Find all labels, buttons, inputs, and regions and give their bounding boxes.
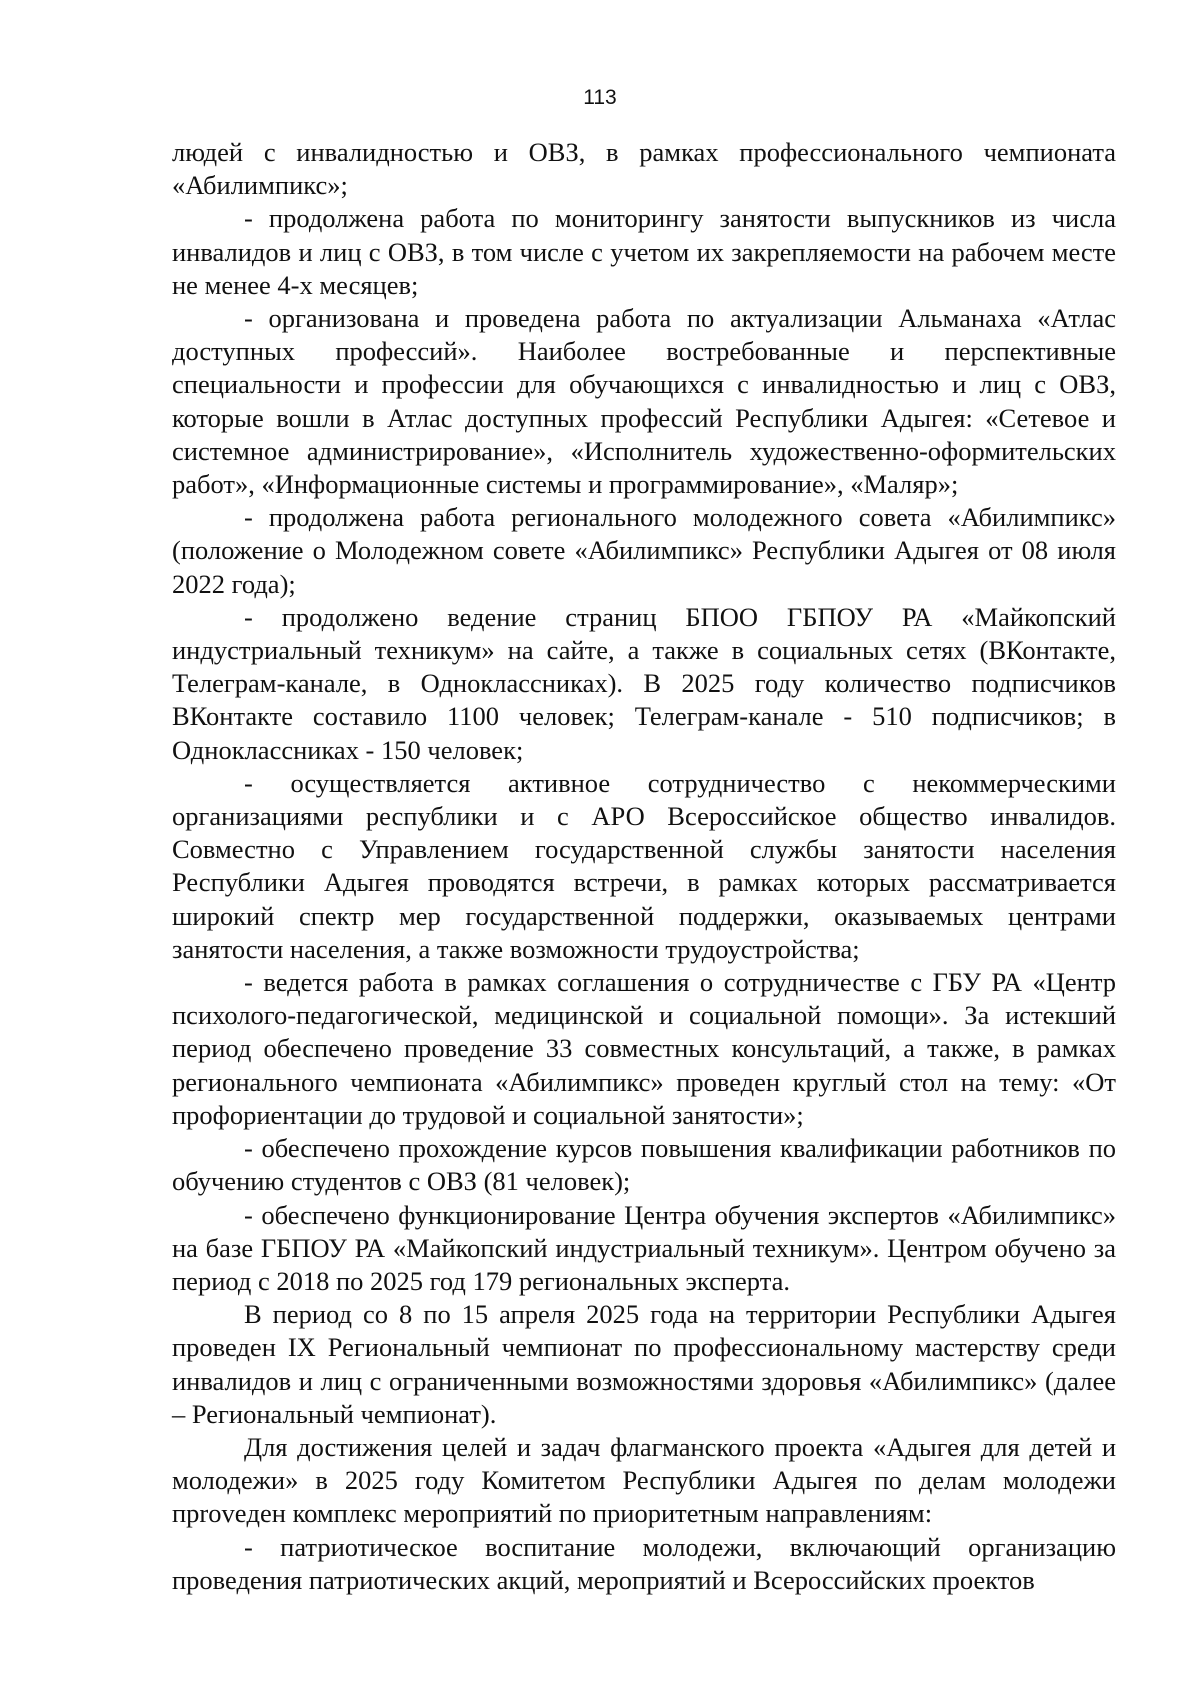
paragraph: людей с инвалидностью и ОВЗ, в рамках профессионального чемпионата «Абилимпикс»; <box>172 137 1116 201</box>
paragraph: - организована и проведена работа по актуализации Альманаха «Атлас доступных профессий». Наиболее востребованные и перспективные специальности и профессии для обучающихся с инвалидностью и лиц с ОВЗ, которые вошли в Атлас доступных профессий Республики Адыгея: «Сетевое и системное администрирование», «Исполнитель художественно-оформительских работ», «Информационные системы и программирование», «Маляр»; <box>172 303 1116 500</box>
paragraph: - продолжено ведение страниц БПОО ГБПОУ РА «Майкопский индустриальный техникум» на сайте, а также в социальных сетях (ВКонтакте, Телеграм-канале, в Одноклассниках). В 2025 году количество подписчиков ВКонтакте составило 1100 человек; Телеграм-канале - 510 подписчиков; в Одноклассниках - 150 человек; <box>172 601 1116 765</box>
paragraph: - патриотическое воспитание молодежи, включающий организацию проведения патриотических акций, мероприятий и Всероссийских проектов <box>172 1531 1116 1595</box>
paragraph: - осуществляется активное сотрудничество с некоммерческими организациями республики и с АРО Всероссийское общество инвалидов. Совместно с Управлением государственной службы занятости населения Республики Адыгея проводятся встречи, в рамках которых рассматривается широкий спектр мер государственной поддержки, оказываемых центрами занятости населения, а также возможности трудоустройства; <box>172 767 1116 964</box>
page-number: 113 <box>583 86 617 109</box>
paragraph: - продолжена работа по мониторингу занятости выпускников из числа инвалидов и лиц с ОВЗ, в том числе с учетом их закрепляемости на рабочем месте не менее 4-х месяцев; <box>172 203 1116 300</box>
body-text <box>172 136 1116 1597</box>
paragraph: - обеспечено прохождение курсов повышения квалификации работников по обучению студентов с ОВЗ (81 человек); <box>172 1133 1116 1197</box>
paragraph: В период со 8 по 15 апреля 2025 года на территории Республики Адыгея проведен IX Региональный чемпионат по профессиональному мастерству среди инвалидов и лиц с ограниченными возможностями здоровья «Абилимпикс» (далее – Региональный чемпионат). <box>172 1299 1116 1429</box>
paragraph: - ведется работа в рамках соглашения о сотрудничестве с ГБУ РА «Центр психолого-педагогической, медицинской и социальной помощи». За истекший период обеспечено проведение 33 совместных консультаций, а также, в рамках регионального чемпионата «Абилимпикс» проведен круглый стол на тему: «От профориентации до трудовой и социальной занятости»; <box>172 967 1116 1130</box>
paragraph: - продолжена работа регионального молодежного совета «Абилимпикс» (положение о Молодежном совете «Абилимпикс» Республики Адыгея от 08 июля 2022 года); <box>172 502 1116 599</box>
paragraph: - обеспечено функционирование Центра обучения экспертов «Абилимпикс» на базе ГБПОУ РА «Майкопский индустриальный техникум». Центром обучено за период с 2018 по 2025 год 179 региональных эксперта. <box>172 1199 1116 1296</box>
paragraph: Для достижения целей и задач флагманского проекта «Адыгея для детей и молодежи» в 2025 году Комитетом Республики Адыгея по делам молодежи пproveден комплекс мероприятий по приоритетным направлениям: <box>172 1431 1116 1529</box>
